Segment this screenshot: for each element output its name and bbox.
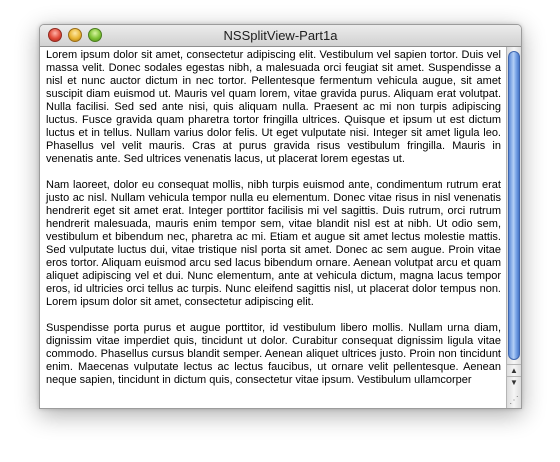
text-view[interactable] [40, 47, 506, 408]
scroll-down-arrow-icon[interactable]: ▼ [507, 376, 521, 389]
paragraph-2[interactable]: Nam laoreet, dolor eu consequat mollis, nibh turpis euismod ante, condimentum rutrum erat justo ac nisl. Nullam vehicula tempor nulla eu elementum. Donec vitae risus in nisl venenatis hendrerit eget sit amet erat. Integer porttitor facilisis mi vel sagittis. Duis rutrum, orci rutrum hendrerit malesuada, mauris enim tempor sem, vitae blandit nisl est at nibh. Ut odio sem, vestibulum et bibendum nec, pharetra ac mi. Etiam et augue sit amet lectus molestie mattis. Sed vulputate luctus dui, vitae tristique nisl porta sit amet. Donec ac sem augue. Proin vitae eros tortor. Aliquam euismod arcu sed lacus bibendum ornare. Aenean volutpat arcu et quam aliquet adipiscing vel et dui. Nunc elementum, ante at vehicula dictum, magna lacus tempor eros, id ultricies orci tellus ac turpis. Nunc eleifend sagittis nisl, ut placerat dolor tempus non. Lorem ipsum dolor sit amet, consectetur adipiscing elit. [46, 179, 501, 308]
document-text[interactable] [40, 47, 506, 387]
title-bar[interactable] [40, 25, 521, 47]
app-window [39, 24, 522, 409]
scroll-up-arrow-icon[interactable]: ▲ [507, 364, 521, 377]
paragraph-3[interactable]: Suspendisse porta purus et augue porttitor, id vestibulum libero mollis. Nullam urna diam, dignissim vitae imperdiet quis, tincidunt ut dolor. Curabitur consequat dignissim ligula vitae commodo. Phasellus cursus blandit semper. Aenean aliquet ultrices justo. Proin non tincidunt enim. Maecenas vulputate lectus ac lectus faucibus, ut ornare velit pellentesque. Aenean neque sapien, tincidunt in dictum quis, consectetur vitae ipsum. Vestibulum ullamcorper [46, 322, 501, 386]
scroll-thumb[interactable] [508, 51, 520, 360]
vertical-scrollbar[interactable] [506, 47, 521, 408]
window-title: NSSplitView-Part1a [223, 28, 338, 43]
resize-grip-icon[interactable]: ⋰ [509, 395, 519, 406]
paragraph-1[interactable]: Lorem ipsum dolor sit amet, consectetur adipiscing elit. Vestibulum vel sapien tortor. Duis vel massa velit. Donec sodales egestas nibh, a malesuada orci feugiat sit amet. Suspendisse a nisl et nunc auctor dictum in nec tortor. Pellentesque fermentum vehicula augue, sit amet suscipit diam euismod ut. Mauris vel quam lorem, vitae gravida purus. Aliquam erat volutpat. Nulla facilisi. Sed sed ante nisi, quis aliquam nulla. Praesent ac mi non turpis adipiscing luctus. Fusce gravida quam pharetra tortor fringilla ultrices. Quisque et ipsum ut est dictum luctus et in tellus. Nullam varius dolor felis. Ut eget vulputate nisi. Integer sit amet ligula leo. Phasellus vel velit mauris. Cras at purus gravida risus vestibulum fringilla. Mauris in venenatis ante. Sed ultrices venenatis lacus, ut placerat lorem egestas ut. [46, 49, 501, 165]
